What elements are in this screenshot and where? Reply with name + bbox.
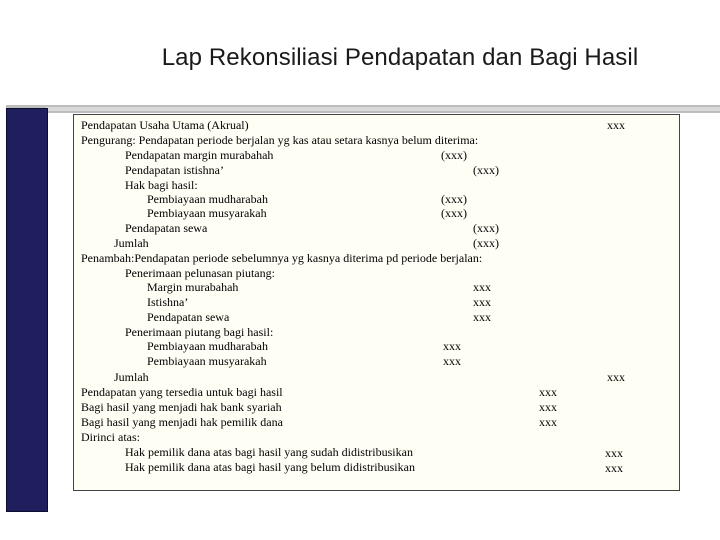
line-11-label: Margin murabahah <box>147 280 239 294</box>
line-18-value: xxx <box>539 385 557 399</box>
line-7-value: (xxx) <box>473 221 499 235</box>
line-0-label: Pendapatan Usaha Utama (Akrual) <box>81 118 249 132</box>
line-5-value: (xxx) <box>441 192 467 206</box>
line-6-label: Pembiayaan musyarakah <box>147 206 267 220</box>
line-12-value: xxx <box>473 295 491 309</box>
line-23-value: xxx <box>605 461 623 475</box>
slide-title: Lap Rekonsiliasi Pendapatan dan Bagi Hasil <box>161 44 639 71</box>
line-19-label: Bagi hasil yang menjadi hak bank syariah <box>81 400 282 414</box>
line-15-value: xxx <box>443 339 461 353</box>
line-2-value: (xxx) <box>441 148 467 162</box>
line-8-value: (xxx) <box>473 236 499 250</box>
line-3-label: Pendapatan istishna’ <box>125 163 224 177</box>
line-17-label: Jumlah <box>114 370 149 384</box>
line-15-label: Pembiayaan mudharabah <box>147 339 268 353</box>
line-22-label: Hak pemilik dana atas bagi hasil yang sudah didistribusikan <box>125 445 413 459</box>
line-5-label: Pembiayaan mudharabah <box>147 192 268 206</box>
line-9-label: Penambah:Pendapatan periode sebelumnya yg kasnya diterima pd periode berjalan: <box>81 251 483 265</box>
line-12-label: Istishna’ <box>147 295 189 309</box>
line-16-label: Pembiayaan musyarakah <box>147 354 267 368</box>
line-0-value: xxx <box>607 118 625 132</box>
line-1-label: Pengurang: Pendapatan periode berjalan yg kas atau setara kasnya belum diterima: <box>81 133 479 147</box>
line-6-value: (xxx) <box>441 206 467 220</box>
line-21-label: Dirinci atas: <box>81 430 140 444</box>
line-7-label: Pendapatan sewa <box>125 221 208 235</box>
line-13-value: xxx <box>473 310 491 324</box>
line-4-label: Hak bagi hasil: <box>125 178 198 192</box>
line-10-label: Penerimaan pelunasan piutang: <box>125 266 275 280</box>
line-14-label: Penerimaan piutang bagi hasil: <box>125 325 274 339</box>
line-16-value: xxx <box>443 354 461 368</box>
line-20-value: xxx <box>539 415 557 429</box>
line-13-label: Pendapatan sewa <box>147 310 230 324</box>
top-rule-highlight <box>46 107 720 111</box>
line-20-label: Bagi hasil yang menjadi hak pemilik dana <box>81 415 283 429</box>
line-19-value: xxx <box>539 400 557 414</box>
line-18-label: Pendapatan yang tersedia untuk bagi hasil <box>81 385 283 399</box>
line-23-label: Hak pemilik dana atas bagi hasil yang belum didistribusikan <box>125 460 415 474</box>
reconciliation-box <box>73 114 680 491</box>
left-accent-bar <box>6 108 48 512</box>
line-2-label: Pendapatan margin murabahah <box>125 148 274 162</box>
line-3-value: (xxx) <box>473 163 499 177</box>
line-11-value: xxx <box>473 280 491 294</box>
line-8-label: Jumlah <box>114 236 149 250</box>
line-22-value: xxx <box>605 446 623 460</box>
line-17-value: xxx <box>607 370 625 384</box>
